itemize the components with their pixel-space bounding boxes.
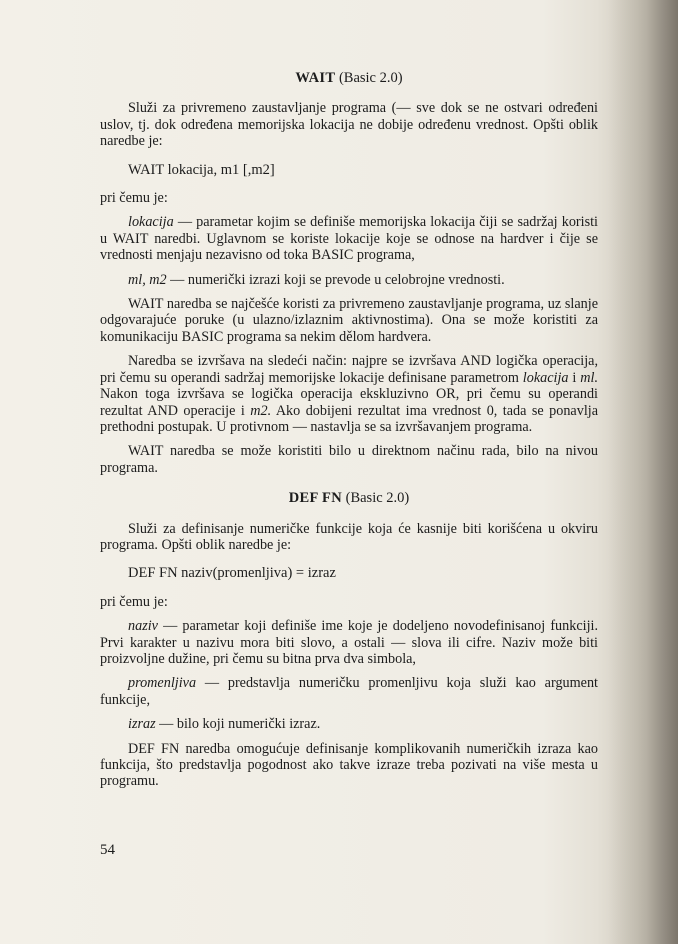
deffn-def-promenljiva: promenljiva — predstavlja numeričku promenljivu koja služi kao argument funkcije, <box>100 675 598 708</box>
deffn-where: pri čemu je: <box>100 593 168 610</box>
wait-where: pri čemu je: <box>100 190 168 207</box>
deffn-syntax: DEF FN naziv(promenljiva) = izraz <box>128 565 336 582</box>
wait-def-lokacija: lokacija — parametar kojim se definiše memorijska lokacija čiji se sadržaj koristi u WAIT naredbi. Uglavnom se koriste lokacije koje se odnose na hardver i čije se vrednosti menjaju nezavisno od toka BASIC programa, <box>100 214 598 264</box>
wait-def-m1-m2: ml, m2 — numerički izrazi koji se prevode u celobrojne vrednosti. <box>128 271 505 288</box>
deffn-def-izraz: izraz — bilo koji numerički izraz. <box>128 716 321 733</box>
deffn-final-paragraph: DEF FN naredba omogućuje definisanje komplikovanih numeričkih izraza kao funkcija, što predstavlja pogodnost ako takve izraze treba pozivati na više mesta u programu. <box>100 740 598 790</box>
wait-usage-paragraph: WAIT naredba se najčešće koristi za privremeno zaustavljanje programa, uz slanje odgovarajuće poruke (u ulazno/izlaznim aktivnostima). Ona se može koristiti za komunikaciju BASIC programa sa nekim dělom hardvera. <box>100 296 598 345</box>
wait-intro: Služi za privremeno zaustavljanje programa (— sve dok se ne ostvari određeni uslov, tj. dok određena memorijska lokacija ne dobije određenu vrednost. Opšti oblik naredbe je: <box>100 100 598 150</box>
page-gutter-shadow <box>608 0 678 944</box>
wait-syntax: WAIT lokacija, m1 [,m2] <box>128 161 275 178</box>
deffn-intro: Služi za definisanje numeričke funkcije koja će kasnije biti korišćena u okviru programa. Opšti oblik naredbe je: <box>100 520 598 553</box>
wait-mode-paragraph: WAIT naredba se može koristiti bilo u direktnom načinu rada, bilo na nivou programa. <box>100 443 598 476</box>
page-number: 54 <box>100 842 115 858</box>
section-heading-wait: WAIT (Basic 2.0) <box>295 70 403 86</box>
page-content <box>100 70 598 798</box>
deffn-def-naziv: naziv — parametar koji definiše ime koje je dodeljeno novodefinisanoj funkciji. Prvi karakter u nazivu mora biti slovo, a ostali — slova ili cifre. Naziv može biti proizvoljne dužine, pri čemu su bitna prva dva simbola, <box>100 618 598 667</box>
wait-execution-paragraph: Naredba se izvršava na sledeći način: najpre se izvršava AND logička operacija, pri čemu su operandi sadržaj memorijske lokacije definisane parametrom lokacija i ml. Nakon toga izvršava se logička operacija ekskluzivno OR, pri čemu su operandi rezultat AND operacije i m2. Ako dobijeni rezultat ima vrednost 0, tada se ponavlja prethodni postupak. U protivnom — nastavlja se sa izvršavanjem programa. <box>100 353 598 435</box>
section-heading-def-fn: DEF FN (Basic 2.0) <box>288 490 410 507</box>
